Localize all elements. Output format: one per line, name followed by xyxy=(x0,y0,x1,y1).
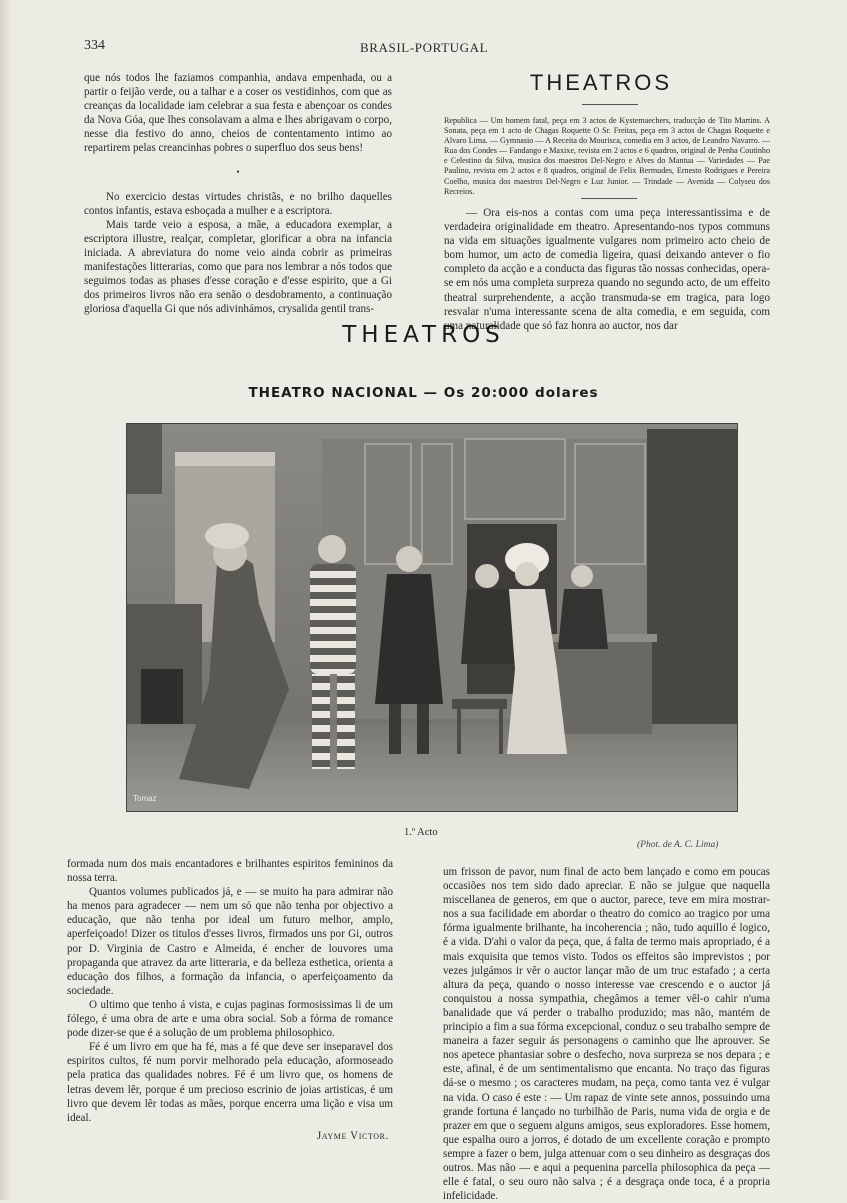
feature-title: THEATROS xyxy=(342,322,505,348)
theatre-listings: Republica — Um homem fatal, peça em 3 actos de Kystemaechers, traducção de Tito Martins. A Sonata, peça em 1 acto de Chagas Roquette O Sr. Freitas, peça em 3 actos de Chagas Roquette e Alvaro Lima. — Gymnasio — A Receita do Mourisca, comedia em 3 actos, de Leandro Navarro. — Rua dos Condes — Fandango e Maxixe, revista em 2 actos e 6 quadros, original de Penha Coutinho e Celestino da Silva, musica dos maestros Del-Negro e Alves do Mantua — Variedades — Pae Paulino, revista em 2 actos e 8 quadros, original de Felix Bermudes, Ernesto Rodrigues e Pereira Coelho, musica dos maestros Del-Negro e Luz Junior. — Trindade — Avenida — Colyseu dos Recreios. xyxy=(444,116,770,196)
photo-credit: (Phot. de A. C. Lima) xyxy=(637,840,719,850)
paragraph: Quantos volumes publicados já, e — se muito ha para admirar não ha menos para agradecer — nem um só que não tenha por objectivo a educação, que não tenha por ideal um futuro melhor, amplo, aperfeiçoado! Dizer os titulos d'esses livros, firmados uns por Gi, outros por D. Virginia de Castro e Almeida, é encher de louvores uma propaganda que atravez da arte litteraria, e da belleza esthetica, orienta a educação dos filhos, a formação da infancia, o aperfeiçoamento da sociedade. xyxy=(67,886,393,997)
stage-photograph xyxy=(126,423,738,812)
section-separator: • xyxy=(236,166,240,177)
paragraph: O ultimo que tenho á vista, e cujas paginas formosissimas li de um fólego, é uma obra de arte e uma obra social. Sob a fórma de romance pode dizer-se que é a solução de um problema philosophico. xyxy=(67,998,393,1040)
photo-signature: Tomaz xyxy=(133,794,157,803)
paragraph: — Ora eis-nos a contas com uma peça interessantissima e de verdadeira originalidade em theatro. Apresentando-nos typos communs na vida em situações igualmente vulgares nom primeiro acto cheio de bom humor, um acto de comedia ligeira, quasi deixando antever o fio completo da acção e a conducta das figuras tão nossas conhecidas, opera-se em nós uma completa surpreza quando no segundo acto, de um effeito theatral surprehendente, a acção transmuda-se em tragica, para logo resvalar n'uma interessante scena de alta comedia, e em seguida, com uma naturalidade que só faz honra ao auctor, nos dar xyxy=(444,207,770,332)
listings-rule xyxy=(581,198,637,199)
paragraph: que nós todos lhe faziamos companhia, andava empenhada, ou a partir o feijão verde, ou a talhar e a coser os vestidinhos, com que as creanças da localidade iam celebrar a sua festa e abençoar os condes da Nova Góa, que lhes consolavam a alma e lhes abrigavam o corpo, nesse dia festivo do anno, cheios de contentamento intimo ao repartirem pelas creancinhas pobres o superfluo dos seus bens! xyxy=(84,72,392,155)
left-column-top xyxy=(84,71,392,317)
running-title: BRASIL-PORTUGAL xyxy=(360,40,489,55)
left-column-bottom xyxy=(67,857,393,1143)
heading-rule xyxy=(582,104,638,105)
paragraph: No exercicio destas virtudes christãs, e no brilho daquelles contos infantis, estava esboçada a mulher e a escriptora. xyxy=(84,190,392,217)
paragraph: um frisson de pavor, num final de acto bem lançado e como em poucas occasiões nos tem sido dado apreciar. E não se julgue que naquella miscellanea de generos, em que o auctor, parece, teve em mira mostrar-nos a sua facilidade em abordar o theatro do comico ao tragico por uma fórma igualmente brilhante, ha incoherencia ; não, tudo aquillo é logico, é a vida. D'ahi o valor da peça, que, á falta de termo mais apropriado, é a mais exquisita que temos visto. Todos os effeitos são imprevistos ; por vezes julgámos ir vêr o auctor lançar mão de um truc estafado ; a certa altura da peça, quando o nosso interesse vae crescendo e o auctor já conquistou a nossa sympathia, chegâmos a temer vêl-o cahir n'uma banalidade que vá perder o trabalho produzido; mas não, mantém de principio a fim a sua fórma excepcional, conduz o seu trabalho sempre de maneira a fazer seguir ás personagens o caminho que lhe aprouver. Se nos apetece phantasiar sobre o desfecho, nova surpreza se nos depara ; e este, afinal, é de um sentimentalismo que encanta. No traço das figuras dá-se o mesmo ; os caracteres mudam, na peça, como tanta vez é vulgar na vida. O caso é este : — Um rapaz de vinte sete annos, possuindo uma grande fortuna é lançado no turbilhão de Paris, numa vida de orgia e de prazer em que o seguem alguns amigos, seus exploradores. Esse homem, que espalha ouro a jorros, é dotado de um excellente coração e prompto sempre a fazer o bem, julga attenuar com o seu dinheiro as desgraças dos outros. Mas não — e aqui a pequenina parcella philosophica da peça — elle é fatal, o seu ouro não salva ; é a desgraça onde toca, é a propria infelicidade. xyxy=(443,866,770,1203)
stage-scene-illustration xyxy=(127,424,737,811)
paragraph: formada num dos mais encantadores e brilhantes espiritos femininos da nossa terra. xyxy=(67,858,393,885)
paragraph: Fé é um livro em que ha fé, mas a fé que deve ser inseparavel dos espiritos cultos, fé num porvir melhorado pela educação, aformoseado pela pratica das qualidades nobres. Fé é um livro que, os homens de letras devem lêr, porque é um precioso escrinio de joias artisticas, é um livro que devem lêr todas as mães, porque encerra uma lição e visa um ideal. xyxy=(67,1041,393,1124)
theatre-review-opening xyxy=(444,206,770,333)
right-column-bottom xyxy=(443,865,770,1203)
paragraph: Mais tarde veio a esposa, a mãe, a educadora exemplar, a escriptora illustre, realçar, completar, glorificar a obra na infancia iniciada. A abreviatura do nome veio ainda cobrir as primeiras manifestações litterarias, como que para nos lembrar a nós todos que seguimos todas as phases d'esse coração e d'esse espirito, que a Gi dos primeiros livros não era senão o desdobramento, a continuação gloriosa d'aquella Gi que nós adivinhámos, crysalida gentil trans- xyxy=(84,218,392,316)
page-number: 334 xyxy=(84,38,105,53)
feature-subtitle: THEATRO NACIONAL — Os 20:000 dolares xyxy=(248,385,599,401)
theatros-heading: THEATROS xyxy=(529,70,673,95)
author-signature: Jayme Victor. xyxy=(316,1129,389,1142)
page-edge-shadow xyxy=(0,0,12,1200)
photo-caption: 1.º Acto xyxy=(404,827,438,838)
